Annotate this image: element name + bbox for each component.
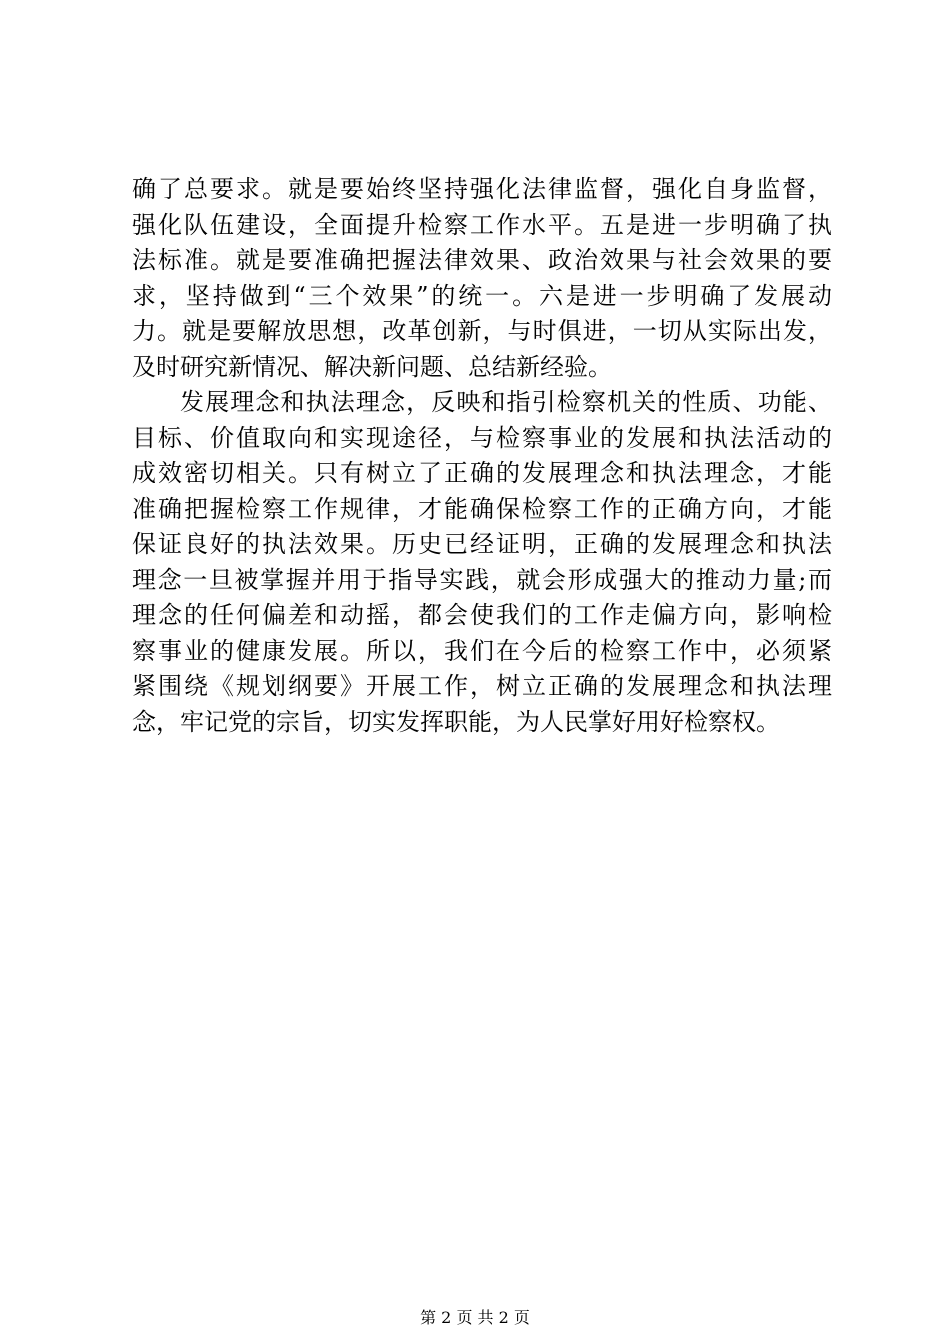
text-line: 念，牢记党的宗旨，切实发挥职能，为人民掌好用好检察权。 (132, 707, 780, 736)
text-line: 理念一旦被掌握并用于指导实践，就会形成强大的推动力量;而 (132, 565, 832, 594)
text-line: 准确把握检察工作规律，才能确保检察工作的正确方向，才能 (132, 494, 832, 523)
text-line: 察事业的健康发展。所以，我们在今后的检察工作中，必须紧 (132, 636, 832, 665)
body-text (132, 172, 832, 740)
text-line: 确了总要求。就是要始终坚持强化法律监督，强化自身监督， (132, 175, 832, 203)
text-line: 及时研究新情况、解决新问题、总结新经验。 (132, 352, 612, 381)
text-line: 求，坚持做到“三个效果”的统一。六是进一步明确了发展动 (132, 281, 832, 310)
page-number-footer: 第 2 页 共 2 页 (420, 1308, 530, 1327)
text-line: 发展理念和执法理念，反映和指引检察机关的性质、功能、 (180, 388, 832, 416)
text-line: 紧围绕《规划纲要》开展工作，树立正确的发展理念和执法理 (132, 672, 832, 700)
text-line: 力。就是要解放思想，改革创新，与时俱进，一切从实际出发， (132, 317, 832, 345)
text-line: 强化队伍建设，全面提升检察工作水平。五是进一步明确了执 (132, 210, 832, 239)
text-line: 成效密切相关。只有树立了正确的发展理念和执法理念，才能 (132, 459, 832, 487)
text-line: 保证良好的执法效果。历史已经证明，正确的发展理念和执法 (132, 530, 832, 558)
text-line: 目标、价值取向和实现途径，与检察事业的发展和执法活动的 (132, 423, 832, 452)
text-line: 理念的任何偏差和动摇，都会使我们的工作走偏方向，影响检 (132, 601, 832, 629)
text-line: 法标准。就是要准确把握法律效果、政治效果与社会效果的要 (132, 246, 832, 274)
